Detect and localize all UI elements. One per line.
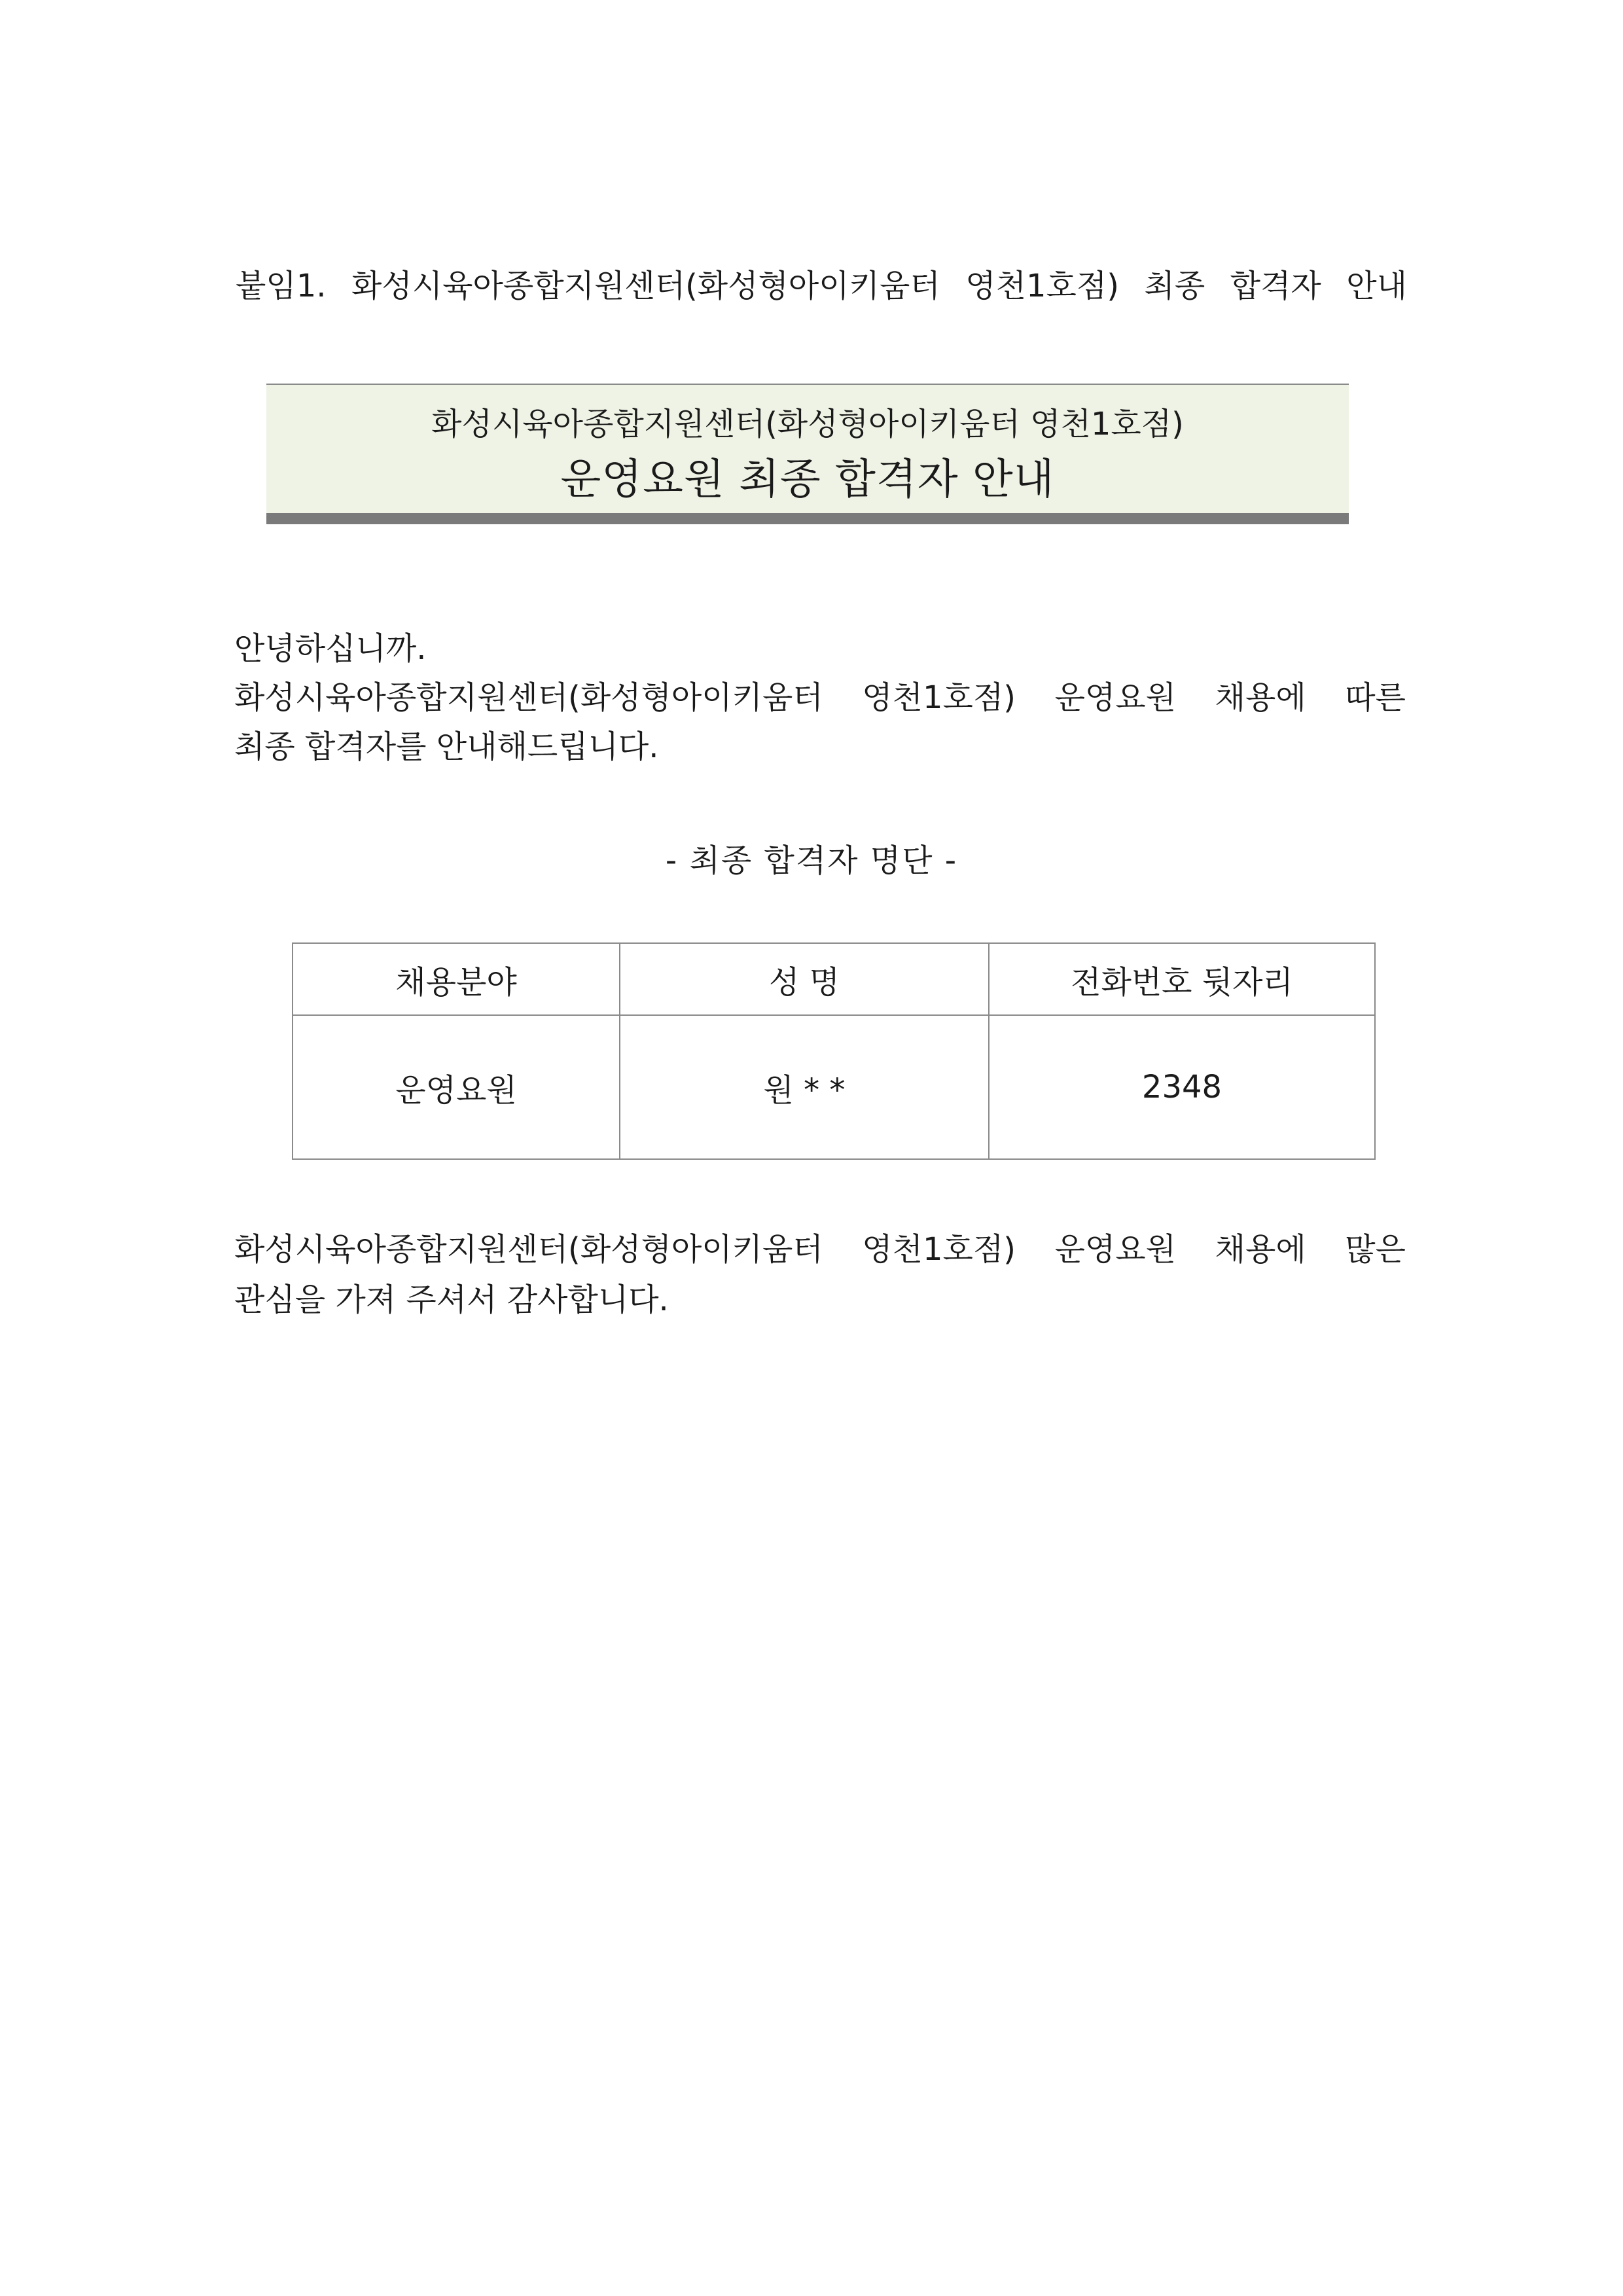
table-row bbox=[293, 1015, 1375, 1159]
closing-line-2: 관심을 가져 주셔서 감사합니다. bbox=[234, 1282, 669, 1318]
title-line-2: 운영요원 최종 합격자 안내 bbox=[560, 456, 1055, 504]
header-cell-phone: 전화번호 뒷자리 bbox=[989, 943, 1375, 1015]
closing-line-1: 화성시육아종합지원센터(화성형아이키움터 영천1호점) 운영요원 채용에 많은 bbox=[234, 1231, 1406, 1268]
intro-line-1: 화성시육아종합지원센터(화성형아이키움터 영천1호점) 운영요원 채용에 따른 bbox=[234, 679, 1406, 716]
cell-field: 운영요원 bbox=[293, 1015, 620, 1159]
greeting: 안녕하십니까. bbox=[234, 630, 427, 667]
result-table bbox=[292, 942, 1376, 1160]
title-box bbox=[266, 384, 1349, 514]
title-box-underline bbox=[266, 513, 1349, 524]
intro-line-2: 최종 합격자를 안내해드립니다. bbox=[234, 728, 659, 765]
header-cell-field: 채용분야 bbox=[293, 943, 620, 1015]
cell-phone: 2348 bbox=[989, 1015, 1375, 1159]
list-heading: - 최종 합격자 명단 - bbox=[665, 842, 958, 879]
table-header-row bbox=[293, 943, 1375, 1015]
cell-name: 원 * * bbox=[620, 1015, 989, 1159]
title-line-1: 화성시육아종합지원센터(화성형아이키움터 영천1호점) bbox=[431, 406, 1184, 442]
attachment-title: 붙임1. 화성시육아종합지원센터(화성형아이키움터 영천1호점) 최종 합격자 안내 bbox=[236, 268, 1407, 304]
header-cell-name: 성 명 bbox=[620, 943, 989, 1015]
